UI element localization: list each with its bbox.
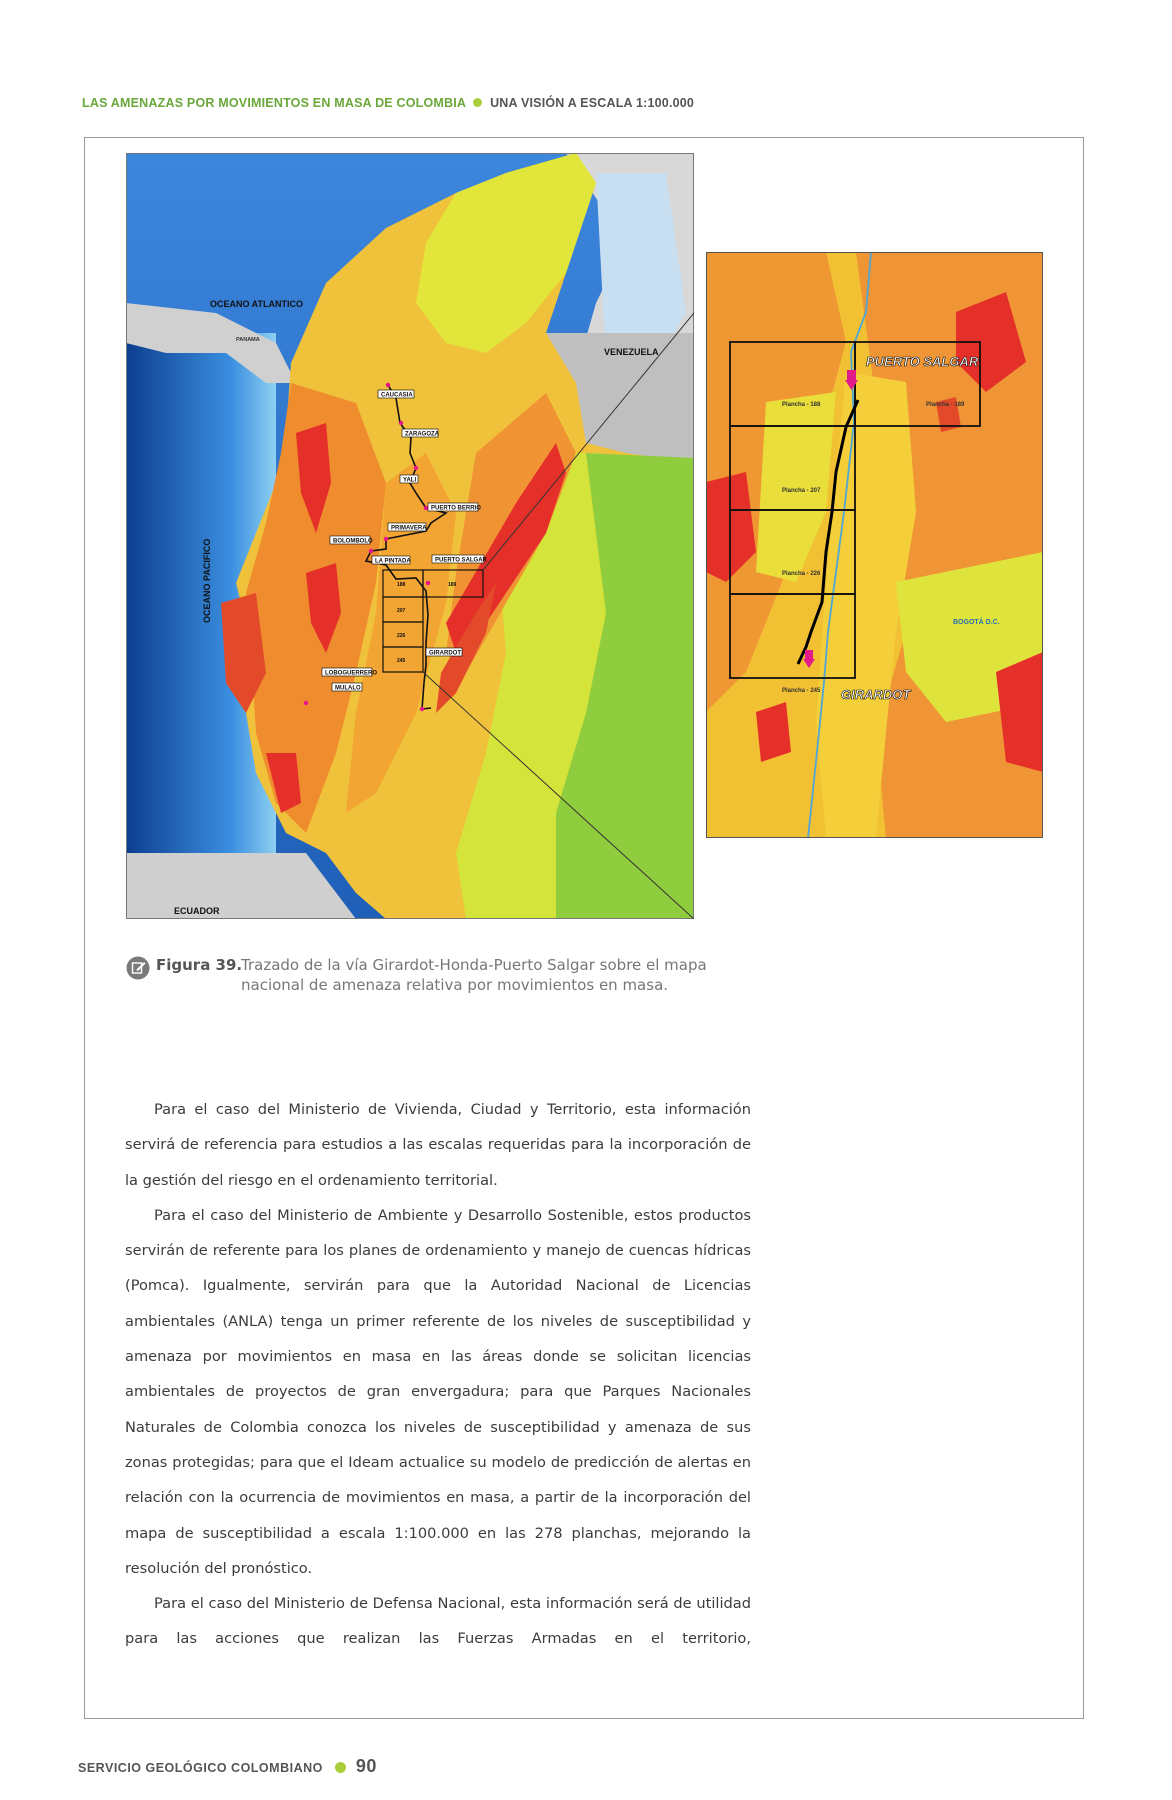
town-yali: [400, 475, 418, 484]
figure-label: Figura 39.: [156, 956, 243, 974]
town-loboguerrero: [322, 668, 377, 677]
header-subtitle: UNA VISIÓN A ESCALA 1:100.000: [490, 96, 695, 110]
page-footer: [78, 1756, 377, 1777]
map-label-ecuador: ECUADOR: [174, 906, 220, 916]
svg-text:YALI: YALI: [403, 477, 417, 484]
inset-label-plancha-189: Plancha - 189: [926, 402, 965, 408]
town-bolombolo: [330, 536, 373, 545]
town-puerto-berrio: [428, 503, 481, 512]
header-bullet-icon: [473, 98, 482, 107]
svg-text:CAUCASIA: CAUCASIA: [381, 392, 413, 399]
svg-text:PRIMAVERA: PRIMAVERA: [391, 525, 427, 532]
svg-text:BOLOMBOLO: BOLOMBOLO: [333, 538, 373, 545]
svg-text:PUERTO SALGAR: PUERTO SALGAR: [435, 557, 487, 564]
plancha-226-label: 226: [397, 633, 406, 639]
town-la-pintada: [372, 556, 411, 565]
page-number: 90: [355, 1756, 377, 1776]
footer-org: SERVICIO GEOLÓGICO COLOMBIANO: [78, 1761, 323, 1775]
town-caucasia: [378, 390, 414, 399]
svg-text:MULALO: MULALO: [335, 685, 361, 692]
inset-map-girardot-puerto-salgar: [706, 252, 1043, 838]
inset-label-plancha-188: Plancha - 188: [782, 402, 821, 408]
svg-text:ZARAGOZA: ZARAGOZA: [405, 431, 439, 438]
svg-text:PUERTO BERRIO: PUERTO BERRIO: [431, 505, 481, 512]
town-puerto-salgar: [432, 555, 488, 564]
inset-label-plancha-226: Plancha - 226: [782, 571, 821, 577]
inset-label-plancha-245: Plancha - 245: [782, 688, 821, 694]
pencil-note-icon: [126, 956, 150, 980]
inset-label-plancha-207: Plancha - 207: [782, 488, 821, 494]
running-header: [82, 96, 694, 110]
svg-text:GIRARDOT: GIRARDOT: [429, 650, 461, 657]
map-label-venezuela: VENEZUELA: [604, 347, 659, 357]
paragraph-vivienda: Para el caso del Ministerio de Vivienda, Ciudad y Territorio, esta información servirá de referencia para estudios a las escalas requeridas para la incorporación de la gestión del riesgo en el ordenamiento territorial.: [125, 1101, 751, 1189]
plancha-207-label: 207: [397, 608, 406, 614]
national-hazard-map: [126, 153, 694, 919]
town-primavera: [388, 523, 427, 532]
svg-text:LA PINTADA: LA PINTADA: [375, 558, 411, 565]
header-title: LAS AMENAZAS POR MOVIMIENTOS EN MASA DE COLOMBIA: [82, 96, 466, 110]
town-zaragoza: [402, 429, 440, 438]
town-mulalo: [332, 683, 362, 692]
map-label-pacific: OCEANO PACIFICO: [202, 538, 212, 623]
plancha-189-label: 189: [448, 582, 457, 588]
map-label-atlantic: OCEANO ATLANTICO: [210, 299, 303, 309]
svg-text:LOBOGUERRERO: LOBOGUERRERO: [325, 670, 378, 677]
body-text: [125, 1092, 751, 1657]
plancha-245-label: 245: [397, 658, 406, 664]
inset-label-bogota: BOGOTÁ D.C.: [953, 619, 1000, 626]
inset-label-puerto-salgar: PUERTO SALGAR: [866, 354, 979, 369]
paragraph-defensa: Para el caso del Ministerio de Defensa Nacional, esta información será de utilidad para las acciones que realizan las Fuerzas Armadas en el territorio,: [125, 1595, 751, 1648]
caption-line-2: nacional de amenaza relativa por movimientos en masa.: [241, 976, 669, 994]
paragraph-ambiente: Para el caso del Ministerio de Ambiente y Desarrollo Sostenible, estos productos servirán de referente para los planes de ordenamiento y manejo de cuencas hídricas (Pomca). Igualmente, servirán para que la Autoridad Nacional de Licencias ambientales (ANLA) tenga un primer referente de los niveles de susceptibilidad y amenaza por movimientos en masa en las áreas donde se solicitan licencias ambientales de proyectos de gran envergadura; para que Parques Nacionales Naturales de Colombia conozca los niveles de susceptibilidad y amenaza de sus zonas protegidas; para que el Ideam actualice su modelo de predicción de alertas en relación con la ocurrencia de movimientos en masa, a partir de la incorporación del mapa de susceptibilidad a escala 1:100.000 en las 278 planchas, mejorando la resolución del pronóstico.: [125, 1206, 751, 1577]
footer-bullet-icon: [335, 1762, 346, 1773]
inset-label-girardot: GIRARDOT: [841, 687, 911, 702]
plancha-188-label: 188: [397, 582, 406, 588]
town-girardot: [426, 648, 462, 657]
map-label-panama: PANAMA: [236, 337, 260, 343]
caption-line-1: Trazado de la vía Girardot-Honda-Puerto Salgar sobre el mapa: [241, 956, 707, 974]
